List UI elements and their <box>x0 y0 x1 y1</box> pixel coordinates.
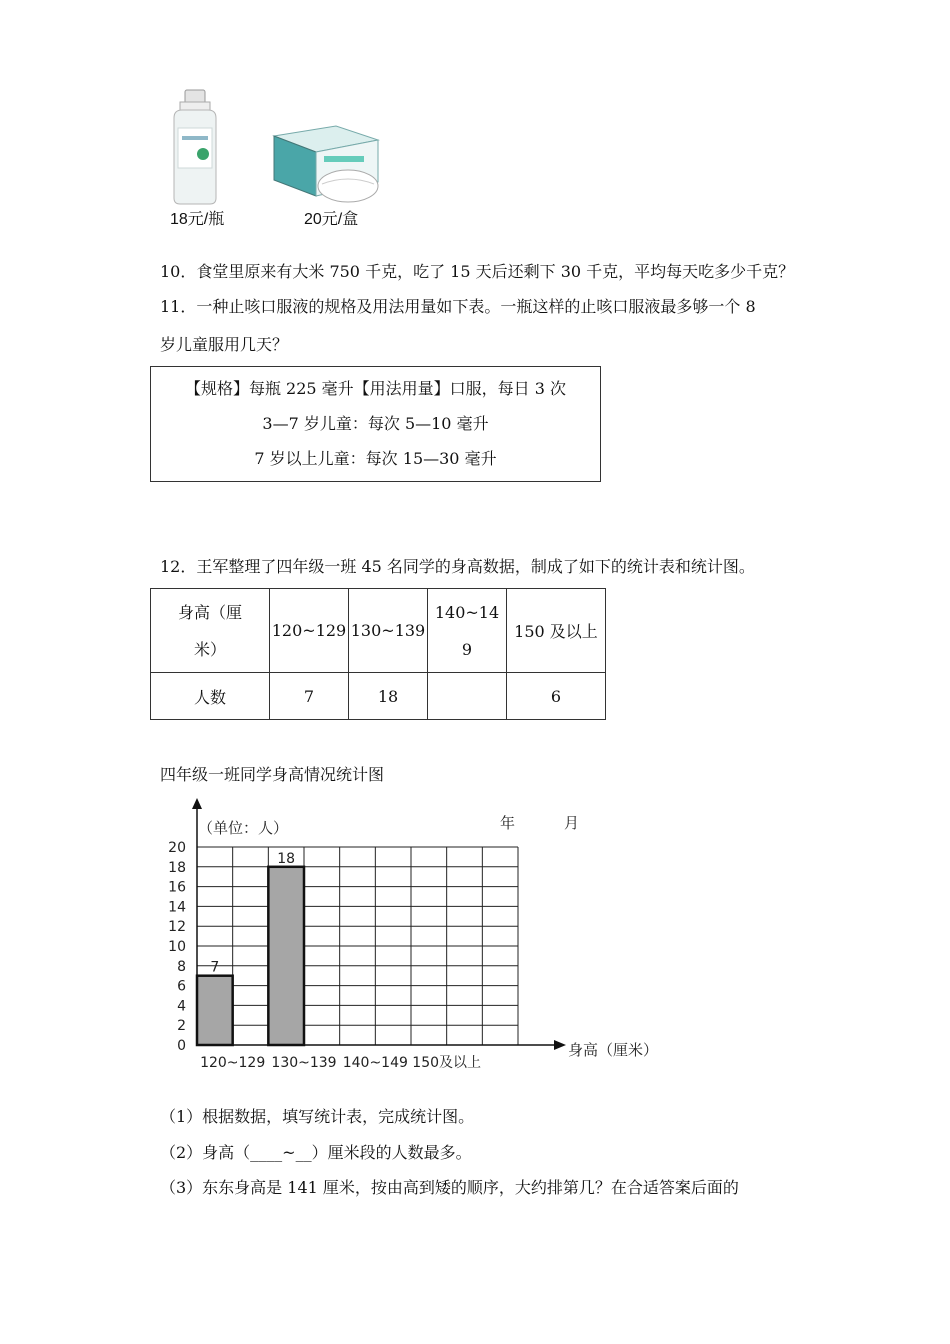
question-10: 10．食堂里原来有大米 750 千克，吃了 15 天后还剩下 30 千克，平均每天吃多少千克？ <box>160 262 795 281</box>
height-bar-chart <box>160 795 680 1080</box>
bar-120~129 <box>197 976 233 1045</box>
table-cell-count-1: 7 <box>270 673 349 720</box>
y-tick-label: 18 <box>168 859 186 876</box>
y-tick-label: 12 <box>168 919 186 936</box>
chart-grid <box>197 847 518 1045</box>
dosage-spec-line: 【规格】每瓶 225 毫升【用法用量】口服，每日 3 次 <box>184 379 567 398</box>
bar-data-label: 7 <box>210 959 220 976</box>
y-tick-label: 14 <box>168 899 186 916</box>
x-tick-label: 130~139 <box>271 1055 337 1071</box>
table-header-col3: 140~14 9 <box>428 589 507 673</box>
x-tick-label: 140~149 <box>342 1055 408 1071</box>
dosage-age-3-7: 3—7 岁儿童：每次 5—10 毫升 <box>262 414 489 433</box>
table-cell-count-4: 6 <box>507 673 606 720</box>
month-label: 月 <box>564 814 580 832</box>
y-tick-label: 4 <box>177 998 186 1015</box>
product-mask-box <box>266 124 386 206</box>
y-tick-label: 2 <box>177 1018 186 1035</box>
table-header-col1: 120~129 <box>270 589 349 673</box>
table-cell-count-3-blank[interactable] <box>428 673 507 720</box>
y-tick-label: 0 <box>177 1038 186 1054</box>
table-cell-count-2: 18 <box>349 673 428 720</box>
subquestion-2: （2）身高（____~__）厘米段的人数最多。 <box>160 1143 472 1162</box>
product-alcohol <box>170 88 220 206</box>
dosage-age-7-plus: 7 岁以上儿童：每次 15—30 毫升 <box>254 449 497 468</box>
bar-130~139 <box>268 867 304 1045</box>
subquestion-3: （3）东东身高是 141 厘米，按由高到矮的顺序，大约排第几？在合适答案后面的 <box>160 1178 739 1197</box>
y-tick-label: 6 <box>177 978 186 995</box>
x-axis-label: 身高（厘米） <box>568 1041 659 1059</box>
year-label: 年 <box>500 814 516 832</box>
question-11-line1: 11．一种止咳口服液的规格及用法用量如下表。一瓶这样的止咳口服液最多够一个 8 <box>160 297 756 316</box>
alcohol-bottle-icon <box>170 88 220 206</box>
table-header-col4: 150 及以上 <box>507 589 606 673</box>
y-unit-label: （单位：人） <box>198 819 289 837</box>
table-row-label: 人数 <box>151 673 270 720</box>
x-axis-arrow <box>554 1040 566 1050</box>
chart-title: 四年级一班同学身高情况统计图 <box>160 765 385 784</box>
y-tick-label: 8 <box>177 958 186 975</box>
bar-data-label: 18 <box>277 850 296 867</box>
mask-box-icon <box>266 124 386 206</box>
table-header-col2: 130~139 <box>349 589 428 673</box>
question-11-line2: 岁儿童服用几天？ <box>160 335 289 354</box>
chart-labels <box>168 814 658 1071</box>
y-tick-label: 16 <box>168 879 186 896</box>
price-label-alcohol: 18元/瓶 <box>170 211 225 228</box>
table-header-label: 身高（厘 米） <box>151 589 270 673</box>
subquestion-1: （1）根据数据，填写统计表，完成统计图。 <box>160 1107 475 1126</box>
dosage-info-box <box>150 366 601 482</box>
chart-bars <box>197 867 304 1045</box>
y-axis-arrow <box>192 798 202 809</box>
y-tick-label: 10 <box>168 939 186 955</box>
x-tick-label: 120~129 <box>200 1055 266 1071</box>
y-tick-label: 20 <box>168 840 186 856</box>
x-tick-label: 150及以上 <box>412 1055 482 1071</box>
height-data-table <box>150 588 606 720</box>
price-label-mask: 20元/盒 <box>304 211 359 228</box>
question-12-intro: 12．王军整理了四年级一班 45 名同学的身高数据，制成了如下的统计表和统计图。 <box>160 557 755 576</box>
